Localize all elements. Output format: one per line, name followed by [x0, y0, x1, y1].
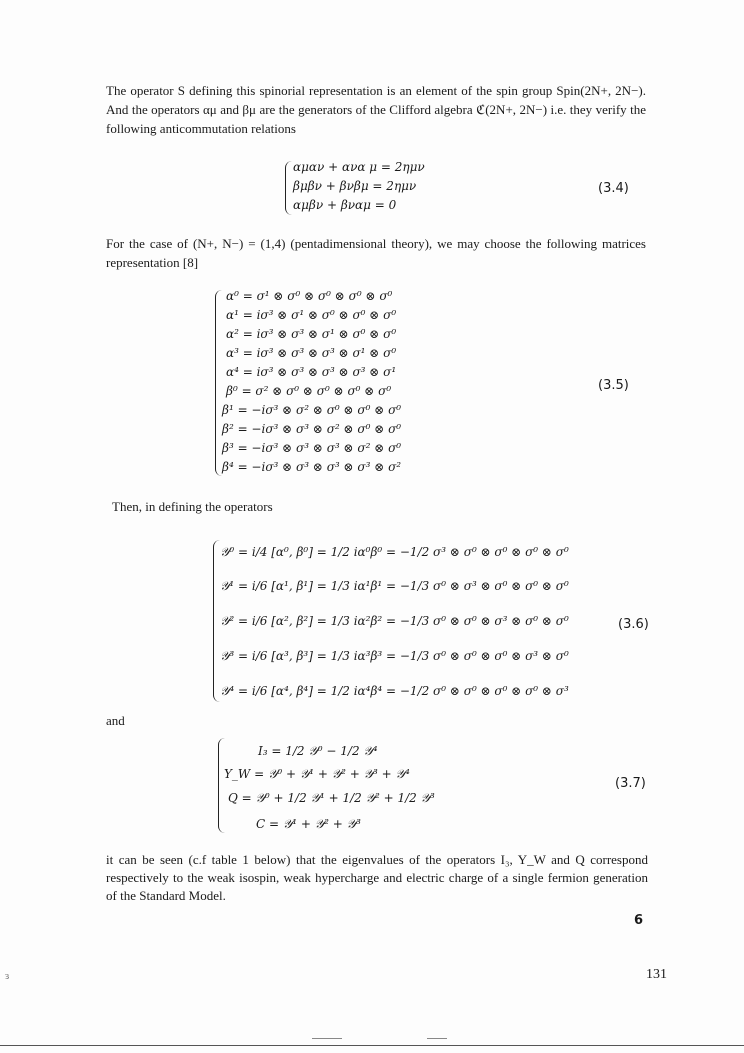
eq36-line-2: 𝒴¹ = i/6 [α¹, β¹] = 1/3 iα¹β¹ = −1/3 σ⁰ ⊗ σ³ ⊗ σ⁰ ⊗ σ⁰ ⊗ σ⁰ [220, 579, 569, 593]
eq34-brace [285, 161, 292, 215]
eq34-line-2: βμβν + βνβμ = 2ημν [293, 179, 417, 193]
eq35-line-6: β⁰ = σ² ⊗ σ⁰ ⊗ σ⁰ ⊗ σ⁰ ⊗ σ⁰ [226, 384, 392, 398]
eq35-line-9: β³ = −iσ³ ⊗ σ³ ⊗ σ³ ⊗ σ² ⊗ σ⁰ [222, 441, 402, 455]
and-text: and [106, 713, 125, 728]
eq35-brace [215, 290, 222, 476]
intro-paragraph: The operator S defining this spinorial representation is an element of the spin group Spin(2N+, 2N−). And the operators αμ and βμ are the generators of the Clifford algebra ℭ(2N+, 2N−) i.e. they verify the following anticommutation relations [106, 83, 646, 136]
eq37-number: (3.7) [615, 776, 646, 791]
eq36-line-3: 𝒴² = i/6 [α², β²] = 1/3 iα²β² = −1/3 σ⁰ ⊗ σ⁰ ⊗ σ³ ⊗ σ⁰ ⊗ σ⁰ [220, 614, 569, 628]
eq36-number: (3.6) [618, 617, 649, 632]
closing-paragraph: it can be seen (c.f table 1 below) that the eigenvalues of the operators I₃, Y_W and Q correspond respectively to the weak isospin, weak hypercharge and electric charge of a single fermion generation of the Standard Model. [106, 852, 648, 903]
eq36-brace [213, 540, 220, 702]
scan-mark: ɜ [5, 971, 10, 982]
case-paragraph: For the case of (N+, N−) = (1,4) (pentadimensional theory), we may choose the following matrices representation [8] [106, 236, 646, 270]
eq34-number: (3.4) [598, 181, 629, 196]
eq35-line-1: α⁰ = σ¹ ⊗ σ⁰ ⊗ σ⁰ ⊗ σ⁰ ⊗ σ⁰ [226, 289, 393, 303]
folio-number: 131 [646, 967, 667, 982]
eq35-line-8: β² = −iσ³ ⊗ σ³ ⊗ σ² ⊗ σ⁰ ⊗ σ⁰ [222, 422, 402, 436]
eq37-line-3: Q = 𝒴⁰ + 1/2 𝒴¹ + 1/2 𝒴² + 1/2 𝒴³ [228, 791, 435, 805]
then-text: Then, in defining the operators [112, 499, 273, 514]
eq35-line-5: α⁴ = iσ³ ⊗ σ³ ⊗ σ³ ⊗ σ³ ⊗ σ¹ [226, 365, 397, 379]
eq36-line-4: 𝒴³ = i/6 [α³, β³] = 1/3 iα³β³ = −1/3 σ⁰ ⊗ σ⁰ ⊗ σ⁰ ⊗ σ³ ⊗ σ⁰ [220, 649, 569, 663]
eq35-line-7: β¹ = −iσ³ ⊗ σ² ⊗ σ⁰ ⊗ σ⁰ ⊗ σ⁰ [222, 403, 402, 417]
eq35-number: (3.5) [598, 378, 629, 393]
eq37-line-2: Y_W = 𝒴⁰ + 𝒴¹ + 𝒴² + 𝒴³ + 𝒴⁴ [224, 767, 410, 781]
page-number: 6 [634, 913, 644, 928]
eq37-brace [218, 738, 225, 833]
bottom-rule-short-2 [427, 1038, 447, 1039]
eq34-line-1: αμαν + ανα μ = 2ημν [293, 160, 425, 174]
eq37-line-4: C = 𝒴¹ + 𝒴² + 𝒴³ [256, 817, 361, 831]
eq35-line-4: α³ = iσ³ ⊗ σ³ ⊗ σ³ ⊗ σ¹ ⊗ σ⁰ [226, 346, 397, 360]
bottom-rule [0, 1045, 744, 1046]
eq35-line-10: β⁴ = −iσ³ ⊗ σ³ ⊗ σ³ ⊗ σ³ ⊗ σ² [222, 460, 402, 474]
eq35-line-2: α¹ = iσ³ ⊗ σ¹ ⊗ σ⁰ ⊗ σ⁰ ⊗ σ⁰ [226, 308, 397, 322]
eq37-line-1: I₃ = 1/2 𝒴⁰ − 1/2 𝒴⁴ [258, 744, 378, 758]
eq36-line-5: 𝒴⁴ = i/6 [α⁴, β⁴] = 1/2 iα⁴β⁴ = −1/2 σ⁰ ⊗ σ⁰ ⊗ σ⁰ ⊗ σ⁰ ⊗ σ³ [220, 684, 569, 698]
eq36-line-1: 𝒴⁰ = i/4 [α⁰, β⁰] = 1/2 iα⁰β⁰ = −1/2 σ³ ⊗ σ⁰ ⊗ σ⁰ ⊗ σ⁰ ⊗ σ⁰ [220, 545, 569, 559]
eq34-line-3: αμβν + βναμ = 0 [293, 198, 397, 212]
eq35-line-3: α² = iσ³ ⊗ σ³ ⊗ σ¹ ⊗ σ⁰ ⊗ σ⁰ [226, 327, 397, 341]
bottom-rule-short [312, 1038, 342, 1039]
